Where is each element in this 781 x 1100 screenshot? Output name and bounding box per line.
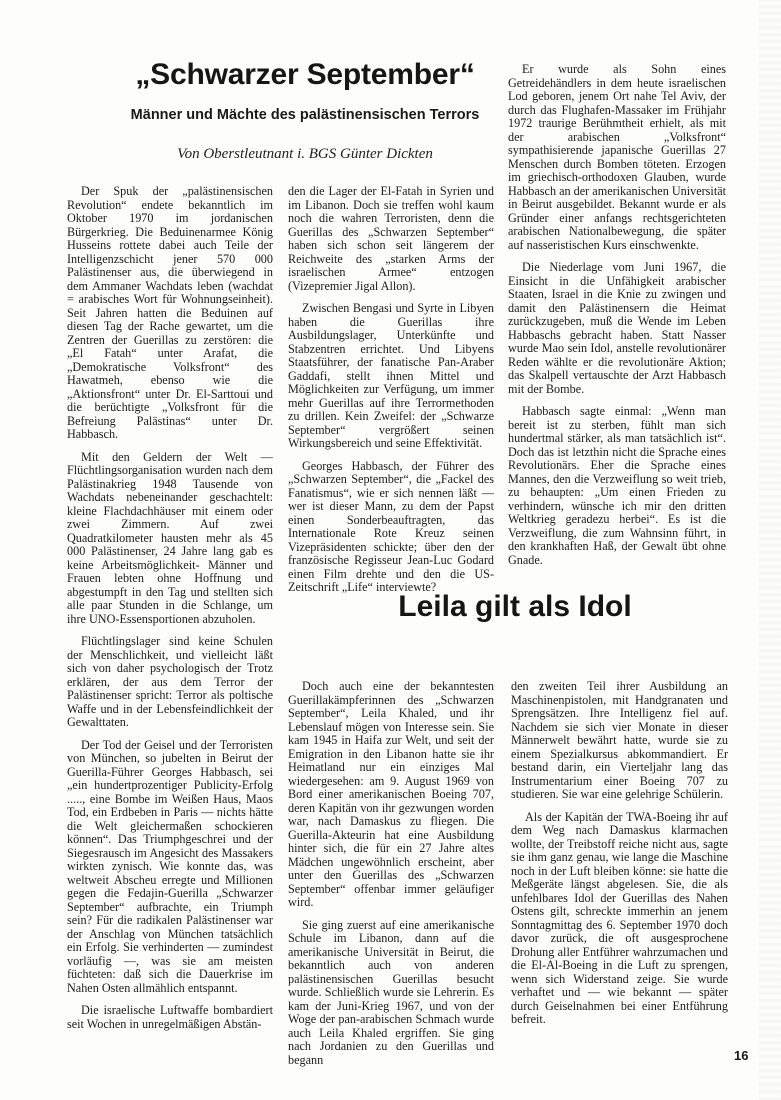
article-title: „Schwarzer September“ [135, 58, 475, 91]
article-subtitle: Männer und Mächte des palästinensischen Terrors [130, 107, 480, 123]
page-number: 16 [734, 1048, 749, 1063]
paragraph: Georges Habbasch, der Führer des „Schwarzen September“, die „Fackel des Fanatismus“, wie er sich nennen läßt — wer ist dieser Mann, zu dem der Papst einen Sonderbeauftragten, das Internationale Rote Kreuz seinen Vizepräsidenten schickte; über den der französische Regisseur Jean-Luc Godard einen Film drehte und den die US-Zeitschrift „Life“ interviewte? [288, 458, 494, 594]
paragraph: den zweiten Teil ihrer Ausbildung an Maschinenpistolen, mit Handgranaten und Sprengsätzen. Ihre Intelligenz fiel auf. Nachdem sie sich vier Monate in dieser Männerwelt bewährt hatte, wurde sie zu einem Spezialkursus abkommandiert. Er bestand darin, ein Vierteljahr lang das Instrumentarium einer Boeing 707 zu studieren. Sie war eine gelehrige Schülerin. [511, 679, 728, 801]
paragraph: Habbasch sagte einmal: „Wenn man bereit ist zu sterben, fühlt man sich hundertmal stärker, als man tatsächlich ist“. Doch das ist letzthin nicht die Sprache eines Revolutionärs. Eher die Sprache eines Mannes, den die Verzweiflung so weit trieb, zu behaupten: „Um einen Frieden zu verhindern, wünsche ich mir den dritten Weltkrieg geradezu herbei“. Es ist die Verzweiflung, die zum Wahnsinn führt, in den krankhaften Haß, der Gewalt übt ohne Gnade. [508, 404, 726, 567]
paragraph: Mit den Geldern der Welt — Flüchtlingsorganisation wurden nach dem Palästinakrieg 1948 Tausende von Wachdats nebeneinander geschachtelt: kleine Flachdachhäuser mit einem oder zwei Zimmern. Auf zwei Quadratkilometer hausten mehr als 45 000 Palästinenser, 24 Jahre lang gab es keine Arbeitsmöglichkeit- Männer und Frauen lebten ohne Hoffnung und abgestumpft in den Tag und stellten sich alle paar Stunden in die Schlange, um ihre UNO-Essensportionen abzuholen. [67, 449, 273, 626]
paragraph: Er wurde als Sohn eines Getreidehändlers in dem heute israelischen Lod geboren, jenem Ort nahe Tel Aviv, der durch das Flughafen-Massaker im Frühjahr 1972 traurige Berühmtheit erhielt, als mit der arabischen „Volksfront“ sympathisierende japanische Guerillas 27 Menschen durch Bomben töteten. Erzogen im griechisch-orthodoxen Glauben, wurde Habbasch an der amerikanischen Universität in Beirut ausgebildet. Bekannt wurde er als Gründer einer anfangs rechtsgerichteten arabischen Nationalbewegung, die später auf nasseristischen Kurs einschwenkte. [508, 62, 726, 252]
section-headline: Leila gilt als Idol [398, 590, 632, 623]
paragraph: Die Niederlage vom Juni 1967, die Einsicht in die Unfähigkeit arabischer Staaten, Israel in die Knie zu zwingen und damit den Palästinensern die Heimat zurückzugeben, muß die Wende im Leben Habbaschs gebracht haben. Statt Nasser wurde Mao sein Idol, anstelle revolutionärer Reden wählte er die revolutionäre Aktion; das Skalpell vertauschte der Arzt Habbasch mit der Bombe. [508, 260, 726, 396]
paragraph: den die Lager der El-Fatah in Syrien und im Libanon. Doch sie treffen wohl kaum noch die wahren Terroristen, denn die Guerillas des „Schwarzen September“ haben sich schon seit längerem der Reichweite des „starken Arms der israelischen Armee“ entzogen (Vizepremier Jigal Allon). [288, 184, 494, 293]
paragraph: Die israelische Luftwaffe bombardiert seit Wochen in unregelmäßigen Abstän- [67, 1003, 273, 1031]
paragraph: Flüchtlingslager sind keine Schulen der Menschlichkeit, und vielleicht läßt sich von daher psychologisch der Trotz erklären, der aus dem Terror der Palästinenser spricht: Terror als poltische Waffe und in der Lebensfeindlichkeit der Gewalttaten. [67, 634, 273, 729]
text-column-4 [288, 680, 494, 1076]
paragraph: Als der Kapitän der TWA-Boeing ihr auf dem Weg nach Damaskus klarmachen wollte, der Treibstoff reiche nicht aus, sagte sie ihm ganz genau, wie lange die Maschine noch in der Luft bleiben könne: sie hatte die Meßgeräte längst abgelesen. Sie, die als unfehlbares Idol der Guerillas des Nahen Ostens gilt, schreckte immerhin an jenem Sonntagmittag des 6. September 1970 doch davor zurück, die oft ausgesprochene Drohung aller Entführer wahrzumachen und die El-Al-Boeing in die Luft zu sprengen, wenn sich Widerstand zeige. Sie wurde verhaftet und — wie bekannt — später durch Geiselnahmen bei einer Entführung befreit. [511, 809, 728, 1026]
byline: Von Oberstleutnant i. BGS Günter Dickten [177, 146, 433, 162]
paragraph: Der Tod der Geisel und der Terroristen von München, so jubelten in Beirut der Guerilla-Führer Georges Habbasch, sei „ein hundertprozentiger Publicity-Erfolg ....., eine Bombe im Weißen Haus, Maos Tod, ein Erdbeben in Paris — nichts hätte die Welt gleichermaßen schockieren können“. Das Triumphgeschrei und der Siegesrausch im Angesicht des Massakers wirkten zynisch. Wie konnte das, was weltweit Abscheu erregte und Millionen gegen die Fedajin-Guerilla „Schwarzer September“ aufbrachte, ein Triumph sein? Für die radikalen Palästinenser war der Anschlag von München tatsächlich ein Erfolg. Sie verhinderten — zumindest vorläufig —, was sie am meisten füchteten: daß sich die Dauerkrise im Nahen Osten allmählich entspannt. [67, 737, 273, 995]
scan-edge [759, 0, 781, 1100]
text-column-2 [288, 185, 494, 604]
paragraph: Der Spuk der „palästinensischen Revolution“ endete bekanntlich im Oktober 1970 im jordanischen Bürgerkrieg. Die Beduinenarmee König Husseins rottete dabei auch Teile der Intelligenzschicht jener 570 000 Palästinenser aus, die überwiegend in dem Ammaner Wachdats leben (wachdat = arabisches Wort für Wohnungseinheit). Seit Jahren hatten die Beduinen auf diesen Tag der Rache gewartet, um die Zentren der Guerillas zu zerstören: die „El Fatah“ unter Arafat, die „Demokratische Volksfront“ des Hawatmeh, ebenso wie die „Aktionsfront“ unter Dr. El-Sarttoui und die berüchtigte „Volksfront für die Befreiung Palästinas“ unter Dr. Habbasch. [67, 184, 273, 441]
paragraph: Zwischen Bengasi und Syrte in Libyen haben die Guerillas ihre Ausbildungslager, Unterkünfte und Stabzentren errichtet. Und Libyens Staatsführer, der fanatische Pan-Araber Gaddafi, stellt ihnen Mittel und Möglichkeiten zur Verfügung, um immer mehr Guerillas auf ihre Terrormethoden zu drillen. Kein Zweifel: der „Schwarze September“ vergrößert seinen Wirkungsbereich und seine Effektivität. [288, 301, 494, 450]
text-column-5 [511, 680, 728, 1036]
paragraph: Doch auch eine der bekanntesten Guerillakämpferinnen des „Schwarzen September“, Leila Khaled, und ihr Lebenslauf mögen von Interesse sein. Sie kam 1945 in Haifa zur Welt, und seit der Emigration in den Libanon hatte sie ihr Heimatland nur ein einziges Mal wiedergesehen: am 9. August 1969 von Bord einer amerikanischen Boeing 707, deren Kapitän von ihr gezwungen worden war, nach Damaskus zu fliegen. Die Guerilla-Akteurin hat eine Ausbildung hinter sich, die für ein 27 Jahre altes Mädchen ungewöhnlich erscheint, aber unter den Guerillas des „Schwarzen September“ offenbar immer geläufiger wird. [288, 679, 494, 909]
text-column-1 [67, 185, 273, 1040]
text-column-3 [508, 63, 726, 576]
paragraph: Sie ging zuerst auf eine amerikanische Schule im Libanon, dann auf die amerikanische Universität in Beirut, die bekanntlich auch von anderen palästinensischen Guerillas besucht wurde. Schließlich wurde sie Lehrerin. Es kam der Juni-Krieg 1967, und von der Woge der pan-arabischen Schmach wurde auch Leila Khaled ergriffen. Sie ging nach Jordanien zu den Guerillas und begann [288, 917, 494, 1067]
